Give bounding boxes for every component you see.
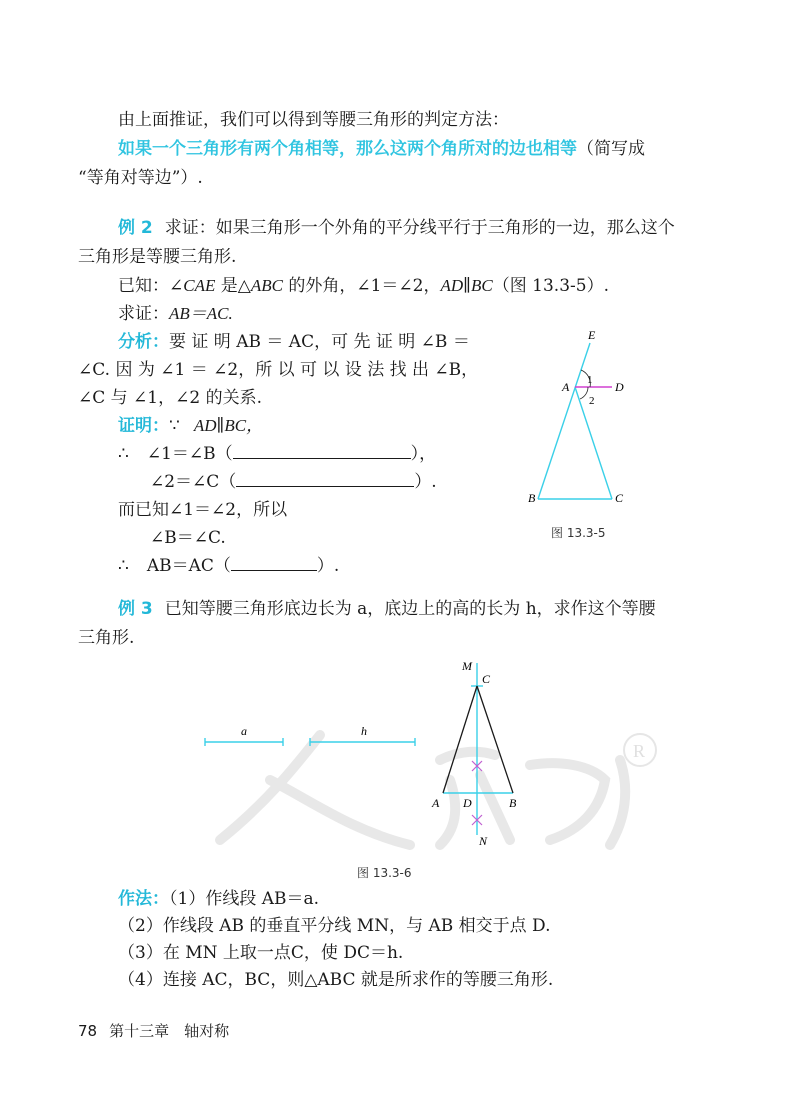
analysis-label: 分析： xyxy=(118,332,169,352)
prove-eq: AB＝AC. xyxy=(169,304,233,323)
proof-statement-0: AD∥BC， xyxy=(193,416,264,435)
conclusion-end: ）. xyxy=(316,556,340,576)
label-a: A xyxy=(562,380,570,394)
page-number: 78 xyxy=(78,1022,98,1040)
method-step-1: （1）作线段 AB＝a. xyxy=(169,889,320,909)
proof-step-1: ∠1＝∠B（ xyxy=(146,444,233,464)
label-d3: D xyxy=(463,796,472,810)
example2-given xyxy=(118,274,609,298)
label-seg-a: a xyxy=(241,724,247,738)
theorem-line-2: “等角对等边”）. xyxy=(78,168,203,188)
angle-2-arc xyxy=(580,387,588,399)
example2-analysis-3: ∠C 与 ∠1，∠2 的关系. xyxy=(78,388,262,408)
given-f: AD xyxy=(440,276,464,295)
label-d: D xyxy=(615,380,624,394)
therefore-symbol-1: ∴ xyxy=(118,444,129,464)
example3-heading xyxy=(118,597,656,621)
label-m: M xyxy=(462,659,472,673)
given-prefix: 已知： xyxy=(118,276,169,296)
given-i: （图 13.3-5）. xyxy=(492,276,609,296)
example2-analysis-2: ∠C. 因 为 ∠1 ＝ ∠2，所 以 可 以 设 法 找 出 ∠B， xyxy=(78,360,479,380)
example3-text1: 已知等腰三角形底边长为 a，底边上的高的长为 h，求作这个等腰 xyxy=(164,599,656,619)
label-two: 2 xyxy=(589,395,595,407)
answer-blank-1[interactable] xyxy=(233,442,411,459)
theorem-line-1 xyxy=(118,137,645,161)
proof-line-1 xyxy=(118,442,436,466)
example3-label: 例 3 xyxy=(118,599,153,619)
answer-blank-3[interactable] xyxy=(231,554,317,571)
example2-analysis-1 xyxy=(118,330,470,354)
answer-blank-2[interactable] xyxy=(236,470,414,487)
proof-step-1-end: ）， xyxy=(410,444,437,464)
svg-text:R: R xyxy=(633,741,646,761)
label-seg-h: h xyxy=(361,724,367,738)
conclusion-text: AB＝AC（ xyxy=(146,556,231,576)
label-b: B xyxy=(528,491,536,505)
chapter-title: 第十三章 轴对称 xyxy=(109,1022,230,1040)
label-a3: A xyxy=(432,796,440,810)
given-b: CAE xyxy=(183,276,216,295)
given-a: ∠ xyxy=(169,276,184,296)
line-ae xyxy=(538,343,590,499)
example2-heading xyxy=(118,216,675,240)
proof-step-2-end: ）. xyxy=(414,472,437,492)
proof-line-4: ∠B＝∠C. xyxy=(150,528,226,548)
method-step-4: （4）连接 AC，BC，则△ABC 就是所求作的等腰三角形. xyxy=(118,970,554,990)
example2-label: 例 2 xyxy=(118,218,153,238)
figure-13-3-5 xyxy=(520,325,650,515)
example2-text2: 三角形是等腰三角形. xyxy=(78,247,237,267)
analysis-text-1: 要 证 明 AB ＝ AC，可 先 证 明 ∠B ＝ xyxy=(169,332,470,352)
side-bc xyxy=(477,686,513,793)
given-g: ∥ xyxy=(463,276,472,296)
label-one: 1 xyxy=(587,374,593,386)
given-d: ABC xyxy=(250,276,283,295)
proof-step-2: ∠2＝∠C（ xyxy=(150,472,237,492)
given-h: BC xyxy=(471,276,493,295)
proof-line-0 xyxy=(118,414,263,438)
figure-13-3-6-caption: 图 13.3-6 xyxy=(357,866,412,880)
theorem-rest: （简写成 xyxy=(577,139,645,159)
intro-text: 由上面推证，我们可以得到等腰三角形的判定方法： xyxy=(118,110,509,130)
prove-prefix: 求证： xyxy=(118,304,169,324)
because-symbol: ∵ xyxy=(169,416,180,436)
proof-label: 证明： xyxy=(118,416,169,436)
label-c3: C xyxy=(482,672,491,686)
given-e: 的外角，∠1＝∠2， xyxy=(282,276,441,296)
example2-prove xyxy=(118,302,233,326)
side-ac xyxy=(443,686,477,793)
proof-line-3: 而已知∠1＝∠2，所以 xyxy=(118,500,288,520)
example2-text1: 求证：如果三角形一个外角的平分线平行于三角形的一边，那么这个 xyxy=(164,218,675,238)
page-footer xyxy=(78,1020,229,1041)
theorem-highlight: 如果一个三角形有两个角相等，那么这两个角所对的边也相等 xyxy=(118,139,577,159)
figure-13-3-6 xyxy=(195,655,545,850)
given-c: 是△ xyxy=(215,276,251,296)
label-e: E xyxy=(588,328,596,342)
label-c: C xyxy=(615,491,624,505)
proof-conclusion xyxy=(118,554,339,578)
method-step-3: （3）在 MN 上取一点C，使 DC＝h. xyxy=(118,943,404,963)
method-label: 作法： xyxy=(118,889,169,909)
figure-13-3-5-caption: 图 13.3-5 xyxy=(551,526,606,540)
proof-line-2 xyxy=(150,470,437,494)
therefore-symbol-2: ∴ xyxy=(118,556,129,576)
example3-text2: 三角形. xyxy=(78,628,135,648)
label-b3: B xyxy=(509,796,517,810)
method-step-2: （2）作线段 AB 的垂直平分线 MN，与 AB 相交于点 D. xyxy=(118,916,551,936)
label-n: N xyxy=(479,834,488,848)
method-line-1 xyxy=(118,887,319,911)
